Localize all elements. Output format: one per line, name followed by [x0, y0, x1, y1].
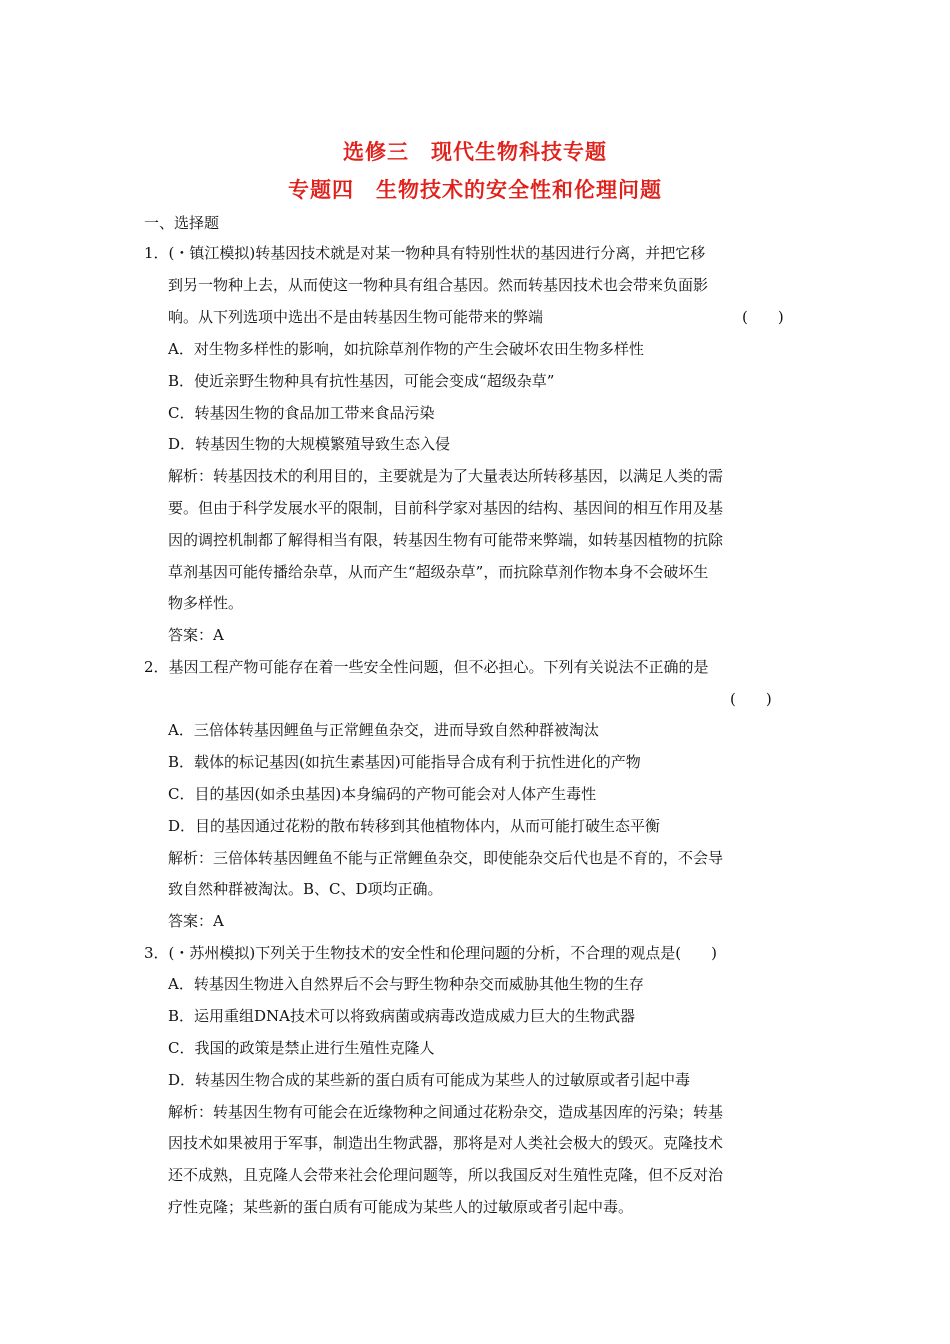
q3-analysis-line: 解析：转基因生物有可能会在近缘物种之间通过花粉杂交，造成基因库的污染；转基 — [168, 1103, 724, 1121]
section-heading: 一、选择题 — [144, 214, 220, 232]
q3-analysis-line: 因技术如果被用于军事，制造出生物武器，那将是对人类社会极大的毁灭。克隆技术 — [168, 1134, 724, 1152]
q1-option-c: C．转基因生物的食品加工带来食品污染 — [168, 404, 435, 422]
q2-answer: 答案：A — [168, 912, 224, 930]
q3-option-d: D．转基因生物合成的某些新的蛋白质有可能成为某些人的过敏原或者引起中毒 — [168, 1071, 691, 1089]
q1-analysis-line: 要。但由于科学发展水平的限制，目前科学家对基因的结构、基因间的相互作用及基 — [168, 499, 724, 517]
q1-answer-bracket: ( ) — [742, 308, 784, 326]
q3-analysis-line: 疗性克隆；某些新的蛋白质有可能成为某些人的过敏原或者引起中毒。 — [168, 1198, 634, 1216]
q2-analysis-line: 解析：三倍体转基因鲤鱼不能与正常鲤鱼杂交，即使能杂交后代也是不育的，不会导 — [168, 849, 724, 867]
q3-option-a: A．转基因生物进入自然界后不会与野生物种杂交而威胁其他生物的生存 — [168, 975, 644, 993]
q1-analysis-line: 草剂基因可能传播给杂草，从而产生“超级杂草”，而抗除草剂作物本身不会破坏生 — [168, 563, 709, 581]
q1-analysis-line: 物多样性。 — [168, 594, 244, 612]
q2-option-b: B．载体的标记基因(如抗生素基因)可能指导合成有利于抗性进化的产物 — [168, 753, 641, 771]
q1-stem-line: 到另一物种上去，从而使这一物种具有组合基因。然而转基因技术也会带来负面影 — [168, 276, 709, 294]
q1-answer: 答案：A — [168, 626, 224, 644]
q2-option-c: C．目的基因(如杀虫基因)本身编码的产物可能会对人体产生毒性 — [168, 785, 597, 803]
q1-analysis-line: 因的调控机制都了解得相当有限，转基因生物有可能带来弊端，如转基因植物的抗除 — [168, 531, 724, 549]
q1-option-d: D．转基因生物的大规模繁殖导致生态入侵 — [168, 435, 451, 453]
q3-option-c: C．我国的政策是禁止进行生殖性克隆人 — [168, 1039, 435, 1057]
q3-stem-line: 3．(・苏州模拟)下列关于生物技术的安全性和伦理问题的分析，不合理的观点是( ) — [144, 944, 717, 962]
q2-analysis-line: 致自然种群被淘汰。B、C、D项均正确。 — [168, 880, 443, 898]
q2-option-a: A．三倍体转基因鲤鱼与正常鲤鱼杂交，进而导致自然种群被淘汰 — [168, 721, 599, 739]
q3-analysis-line: 还不成熟，且克隆人会带来社会伦理问题等，所以我国反对生殖性克隆，但不反对治 — [168, 1166, 724, 1184]
q1-stem-line: 1．(・镇江模拟)转基因技术就是对某一物种具有特别性状的基因进行分离，并把它移 — [144, 244, 706, 262]
q2-option-d: D．目的基因通过花粉的散布转移到其他植物体内，从而可能打破生态平衡 — [168, 817, 661, 835]
q1-analysis-line: 解析：转基因技术的利用目的，主要就是为了大量表达所转移基因，以满足人类的需 — [168, 467, 724, 485]
page-subtitle: 专题四 生物技术的安全性和伦理问题 — [288, 178, 662, 202]
q1-stem-line: 响。从下列选项中选出不是由转基因生物可能带来的弊端 — [168, 308, 544, 326]
q3-option-b: B．运用重组DNA技术可以将致病菌或病毒改造成威力巨大的生物武器 — [168, 1007, 636, 1025]
q1-option-a: A．对生物多样性的影响，如抗除草剂作物的产生会破坏农田生物多样性 — [168, 340, 644, 358]
q2-stem-line: 2．基因工程产物可能存在着一些安全性问题，但不必担心。下列有关说法不正确的是 — [144, 658, 709, 676]
q2-answer-bracket: ( ) — [730, 690, 772, 708]
page-title: 选修三 现代生物科技专题 — [343, 140, 607, 164]
q1-option-b: B．使近亲野生物种具有抗性基因，可能会变成“超级杂草” — [168, 372, 555, 390]
